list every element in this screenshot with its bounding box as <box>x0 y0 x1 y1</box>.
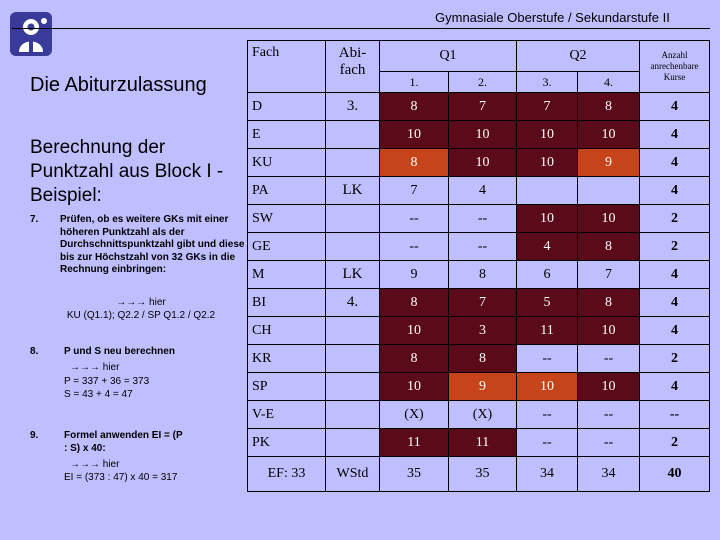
subject-cell: V-E <box>248 401 326 429</box>
grade-cell: 7 <box>449 93 517 121</box>
count-cell: 4 <box>640 289 710 317</box>
step-text: Formel anwenden EI = (P : S) x 40: <box>64 430 183 454</box>
step-arrow-note: →→→ hier <box>116 297 166 308</box>
grade-cell: 7 <box>449 289 517 317</box>
grade-cell: -- <box>380 205 449 233</box>
table-row <box>248 373 710 401</box>
footer-ef: EF: 33 <box>248 457 326 492</box>
footer-sum: 35 <box>380 457 449 492</box>
grade-cell: 10 <box>578 121 640 149</box>
table-row <box>248 289 710 317</box>
grade-cell: 10 <box>517 121 578 149</box>
subject-cell: KR <box>248 345 326 373</box>
abifach-cell <box>326 149 380 177</box>
abifach-cell <box>326 401 380 429</box>
grade-cell: 9 <box>449 373 517 401</box>
header-abifach: Abi-fach <box>326 41 380 93</box>
abifach-cell: LK <box>326 261 380 289</box>
grade-cell: 10 <box>517 149 578 177</box>
header-q1: Q1 <box>380 41 517 72</box>
grade-cell: 10 <box>578 317 640 345</box>
semester-header: 4. <box>578 72 640 93</box>
count-cell: 4 <box>640 261 710 289</box>
abifach-cell <box>326 205 380 233</box>
grade-cell: 8 <box>449 345 517 373</box>
step-detail: P = 337 + 36 = 373 <box>64 376 150 387</box>
table-row <box>248 345 710 373</box>
table-row <box>248 121 710 149</box>
header-q2: Q2 <box>517 41 640 72</box>
footer-wstd: WStd <box>326 457 380 492</box>
subject-cell: PK <box>248 429 326 457</box>
step-number: 9. <box>30 430 39 441</box>
step-text: P und S neu berechnen <box>64 346 175 357</box>
table-row <box>248 205 710 233</box>
count-cell: 4 <box>640 177 710 205</box>
grade-cell: 11 <box>517 317 578 345</box>
count-cell: 4 <box>640 93 710 121</box>
header-anzahl: Anzahl anrechenbare Kurse <box>640 41 710 93</box>
grade-cell: 10 <box>578 205 640 233</box>
grade-cell: -- <box>517 401 578 429</box>
grade-cell: 4 <box>517 233 578 261</box>
grade-cell: -- <box>578 401 640 429</box>
footer-sum: 34 <box>578 457 640 492</box>
abifach-cell <box>326 317 380 345</box>
grade-cell: 11 <box>449 429 517 457</box>
grade-cell: 7 <box>517 93 578 121</box>
footer-total: 40 <box>640 457 710 492</box>
subject-cell: PA <box>248 177 326 205</box>
count-cell: 2 <box>640 233 710 261</box>
grade-cell <box>517 177 578 205</box>
grade-cell: -- <box>380 233 449 261</box>
subject-cell: BI <box>248 289 326 317</box>
grade-cell: 10 <box>449 149 517 177</box>
count-cell: 2 <box>640 205 710 233</box>
subject-cell: CH <box>248 317 326 345</box>
step-number: 7. <box>30 214 39 225</box>
count-cell: 4 <box>640 373 710 401</box>
table-row <box>248 317 710 345</box>
grade-cell: 8 <box>578 93 640 121</box>
table-row <box>248 401 710 429</box>
step-arrow-note: →→→ hier <box>70 459 120 470</box>
table-row <box>248 261 710 289</box>
grade-cell: (X) <box>380 401 449 429</box>
abifach-cell <box>326 233 380 261</box>
subject-cell: SP <box>248 373 326 401</box>
subject-cell: D <box>248 93 326 121</box>
grade-cell: 10 <box>380 373 449 401</box>
grade-cell: 8 <box>578 233 640 261</box>
grade-cell: 10 <box>517 205 578 233</box>
table-row <box>248 177 710 205</box>
count-cell: -- <box>640 401 710 429</box>
grade-cell: 3 <box>449 317 517 345</box>
count-cell: 2 <box>640 429 710 457</box>
subject-cell: KU <box>248 149 326 177</box>
step-number: 8. <box>30 346 39 357</box>
abifach-cell <box>326 429 380 457</box>
grade-cell: 7 <box>578 261 640 289</box>
grade-cell: 8 <box>380 93 449 121</box>
subject-cell: M <box>248 261 326 289</box>
grade-cell: 10 <box>578 373 640 401</box>
header-fach: Fach <box>248 41 326 93</box>
grade-cell: 9 <box>578 149 640 177</box>
abifach-cell: LK <box>326 177 380 205</box>
grade-cell: 10 <box>449 121 517 149</box>
abifach-cell: 3. <box>326 93 380 121</box>
grade-cell: -- <box>449 205 517 233</box>
footer-sum: 35 <box>449 457 517 492</box>
grade-cell: -- <box>517 345 578 373</box>
grade-cell <box>578 177 640 205</box>
semester-header: 3. <box>517 72 578 93</box>
table-row <box>248 93 710 121</box>
section-subtitle: Berechnung der Punktzahl aus Block I - Beispiel: <box>30 137 224 206</box>
header-divider <box>12 28 710 29</box>
count-cell: 4 <box>640 149 710 177</box>
grade-cell: 10 <box>380 317 449 345</box>
abifach-cell <box>326 121 380 149</box>
grade-cell: 10 <box>517 373 578 401</box>
count-cell: 2 <box>640 345 710 373</box>
grade-cell: 5 <box>517 289 578 317</box>
subject-cell: E <box>248 121 326 149</box>
grade-cell: 4 <box>449 177 517 205</box>
step-detail: S = 43 + 4 = 47 <box>64 389 133 400</box>
count-cell: 4 <box>640 121 710 149</box>
grade-cell: -- <box>517 429 578 457</box>
grade-cell: 8 <box>380 149 449 177</box>
grade-cell: 9 <box>380 261 449 289</box>
step-text: Prüfen, ob es weitere GKs mit einer höheren Punktzahl als der Durchschnittspunktzahl gibt und diese bis zur Höchstzahl von 32 GKs in die Rechnung einbringen: <box>60 214 245 275</box>
grade-table <box>247 40 710 492</box>
semester-header: 1. <box>380 72 449 93</box>
grade-cell: 10 <box>380 121 449 149</box>
abifach-cell: 4. <box>326 289 380 317</box>
table-row <box>248 429 710 457</box>
grade-cell: 8 <box>380 289 449 317</box>
grade-cell: 8 <box>380 345 449 373</box>
count-cell: 4 <box>640 317 710 345</box>
semester-header: 2. <box>449 72 517 93</box>
grade-cell: 8 <box>578 289 640 317</box>
footer-sum: 34 <box>517 457 578 492</box>
abifach-cell <box>326 373 380 401</box>
step-detail: EI = (373 : 47) x 40 = 317 <box>64 472 178 483</box>
subject-cell: GE <box>248 233 326 261</box>
table-row <box>248 233 710 261</box>
grade-cell: 11 <box>380 429 449 457</box>
table-row <box>248 149 710 177</box>
subject-cell: SW <box>248 205 326 233</box>
grade-cell: (X) <box>449 401 517 429</box>
grade-cell: 6 <box>517 261 578 289</box>
grade-cell: 7 <box>380 177 449 205</box>
grade-cell: -- <box>578 429 640 457</box>
page-title: Die Abiturzulassung <box>30 74 207 96</box>
grade-cell: -- <box>449 233 517 261</box>
grade-cell: -- <box>578 345 640 373</box>
abifach-cell <box>326 345 380 373</box>
step-detail: KU (Q1.1); Q2.2 / SP Q1.2 / Q2.2 <box>66 310 216 321</box>
school-logo-icon <box>10 12 52 56</box>
step-arrow-note: →→→ hier <box>70 362 120 373</box>
grade-cell: 8 <box>449 261 517 289</box>
header-title: Gymnasiale Oberstufe / Sekundarstufe II <box>435 10 670 25</box>
